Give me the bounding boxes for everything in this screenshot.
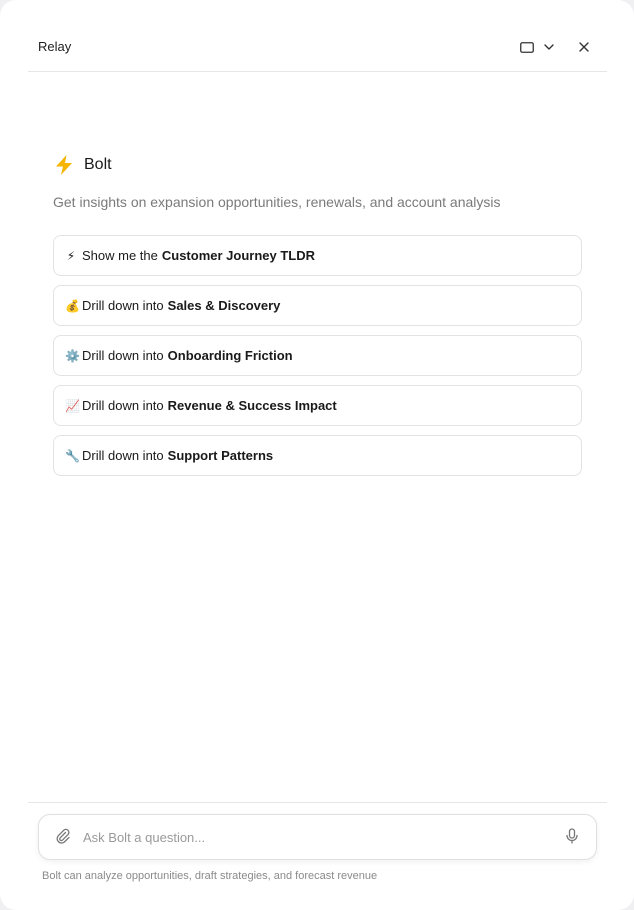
suggestion-prefix: Drill down into: [82, 298, 164, 313]
assistant-subtitle: Get insights on expansion opportunities, renewals, and account analysis: [53, 194, 501, 210]
lightning-bolt-icon: [53, 154, 75, 176]
composer-disclaimer: Bolt can analyze opportunities, draft strategies, and forecast revenue: [42, 870, 378, 882]
money-bag-icon: 💰: [65, 298, 80, 313]
footer-divider: [28, 802, 607, 803]
layout-dropdown-button[interactable]: [542, 38, 556, 56]
suggestion-prefix: Drill down into: [82, 448, 164, 463]
suggestion-prefix: Drill down into: [82, 348, 164, 363]
window-layout-icon: [520, 42, 534, 53]
suggestion-highlight: Support Patterns: [167, 448, 274, 463]
suggestion-sales-discovery[interactable]: [53, 285, 582, 326]
panel-header: [28, 0, 607, 72]
suggestion-highlight: Customer Journey TLDR: [161, 248, 316, 263]
microphone-icon: [565, 828, 579, 844]
suggestion-highlight: Onboarding Friction: [167, 348, 293, 363]
close-button[interactable]: [577, 38, 591, 56]
assistant-name: Bolt: [84, 156, 112, 173]
gear-icon: ⚙️: [65, 348, 80, 363]
chart-increasing-icon: 📈: [65, 398, 80, 413]
suggestion-prefix: Drill down into: [82, 398, 164, 413]
paperclip-icon: [55, 828, 71, 844]
attach-button[interactable]: [55, 828, 71, 849]
suggestion-prefix: Show me the: [82, 248, 158, 263]
suggestion-customer-journey[interactable]: [53, 235, 582, 276]
suggestion-support-patterns[interactable]: [53, 435, 582, 476]
composer: [38, 814, 597, 860]
suggestion-highlight: Revenue & Success Impact: [167, 398, 337, 413]
suggestion-list: [53, 235, 582, 485]
layout-button[interactable]: [519, 38, 535, 56]
app-title: Relay: [38, 39, 72, 54]
lightning-icon: ⚡: [66, 248, 76, 263]
suggestion-revenue-success[interactable]: [53, 385, 582, 426]
suggestion-onboarding-friction[interactable]: [53, 335, 582, 376]
wrench-icon: 🔧: [65, 448, 80, 463]
chevron-down-icon: [544, 44, 554, 50]
ask-input[interactable]: [83, 815, 543, 859]
assistant-heading: [53, 154, 112, 176]
close-icon: [579, 42, 589, 52]
suggestion-highlight: Sales & Discovery: [167, 298, 281, 313]
microphone-button[interactable]: [565, 828, 579, 849]
